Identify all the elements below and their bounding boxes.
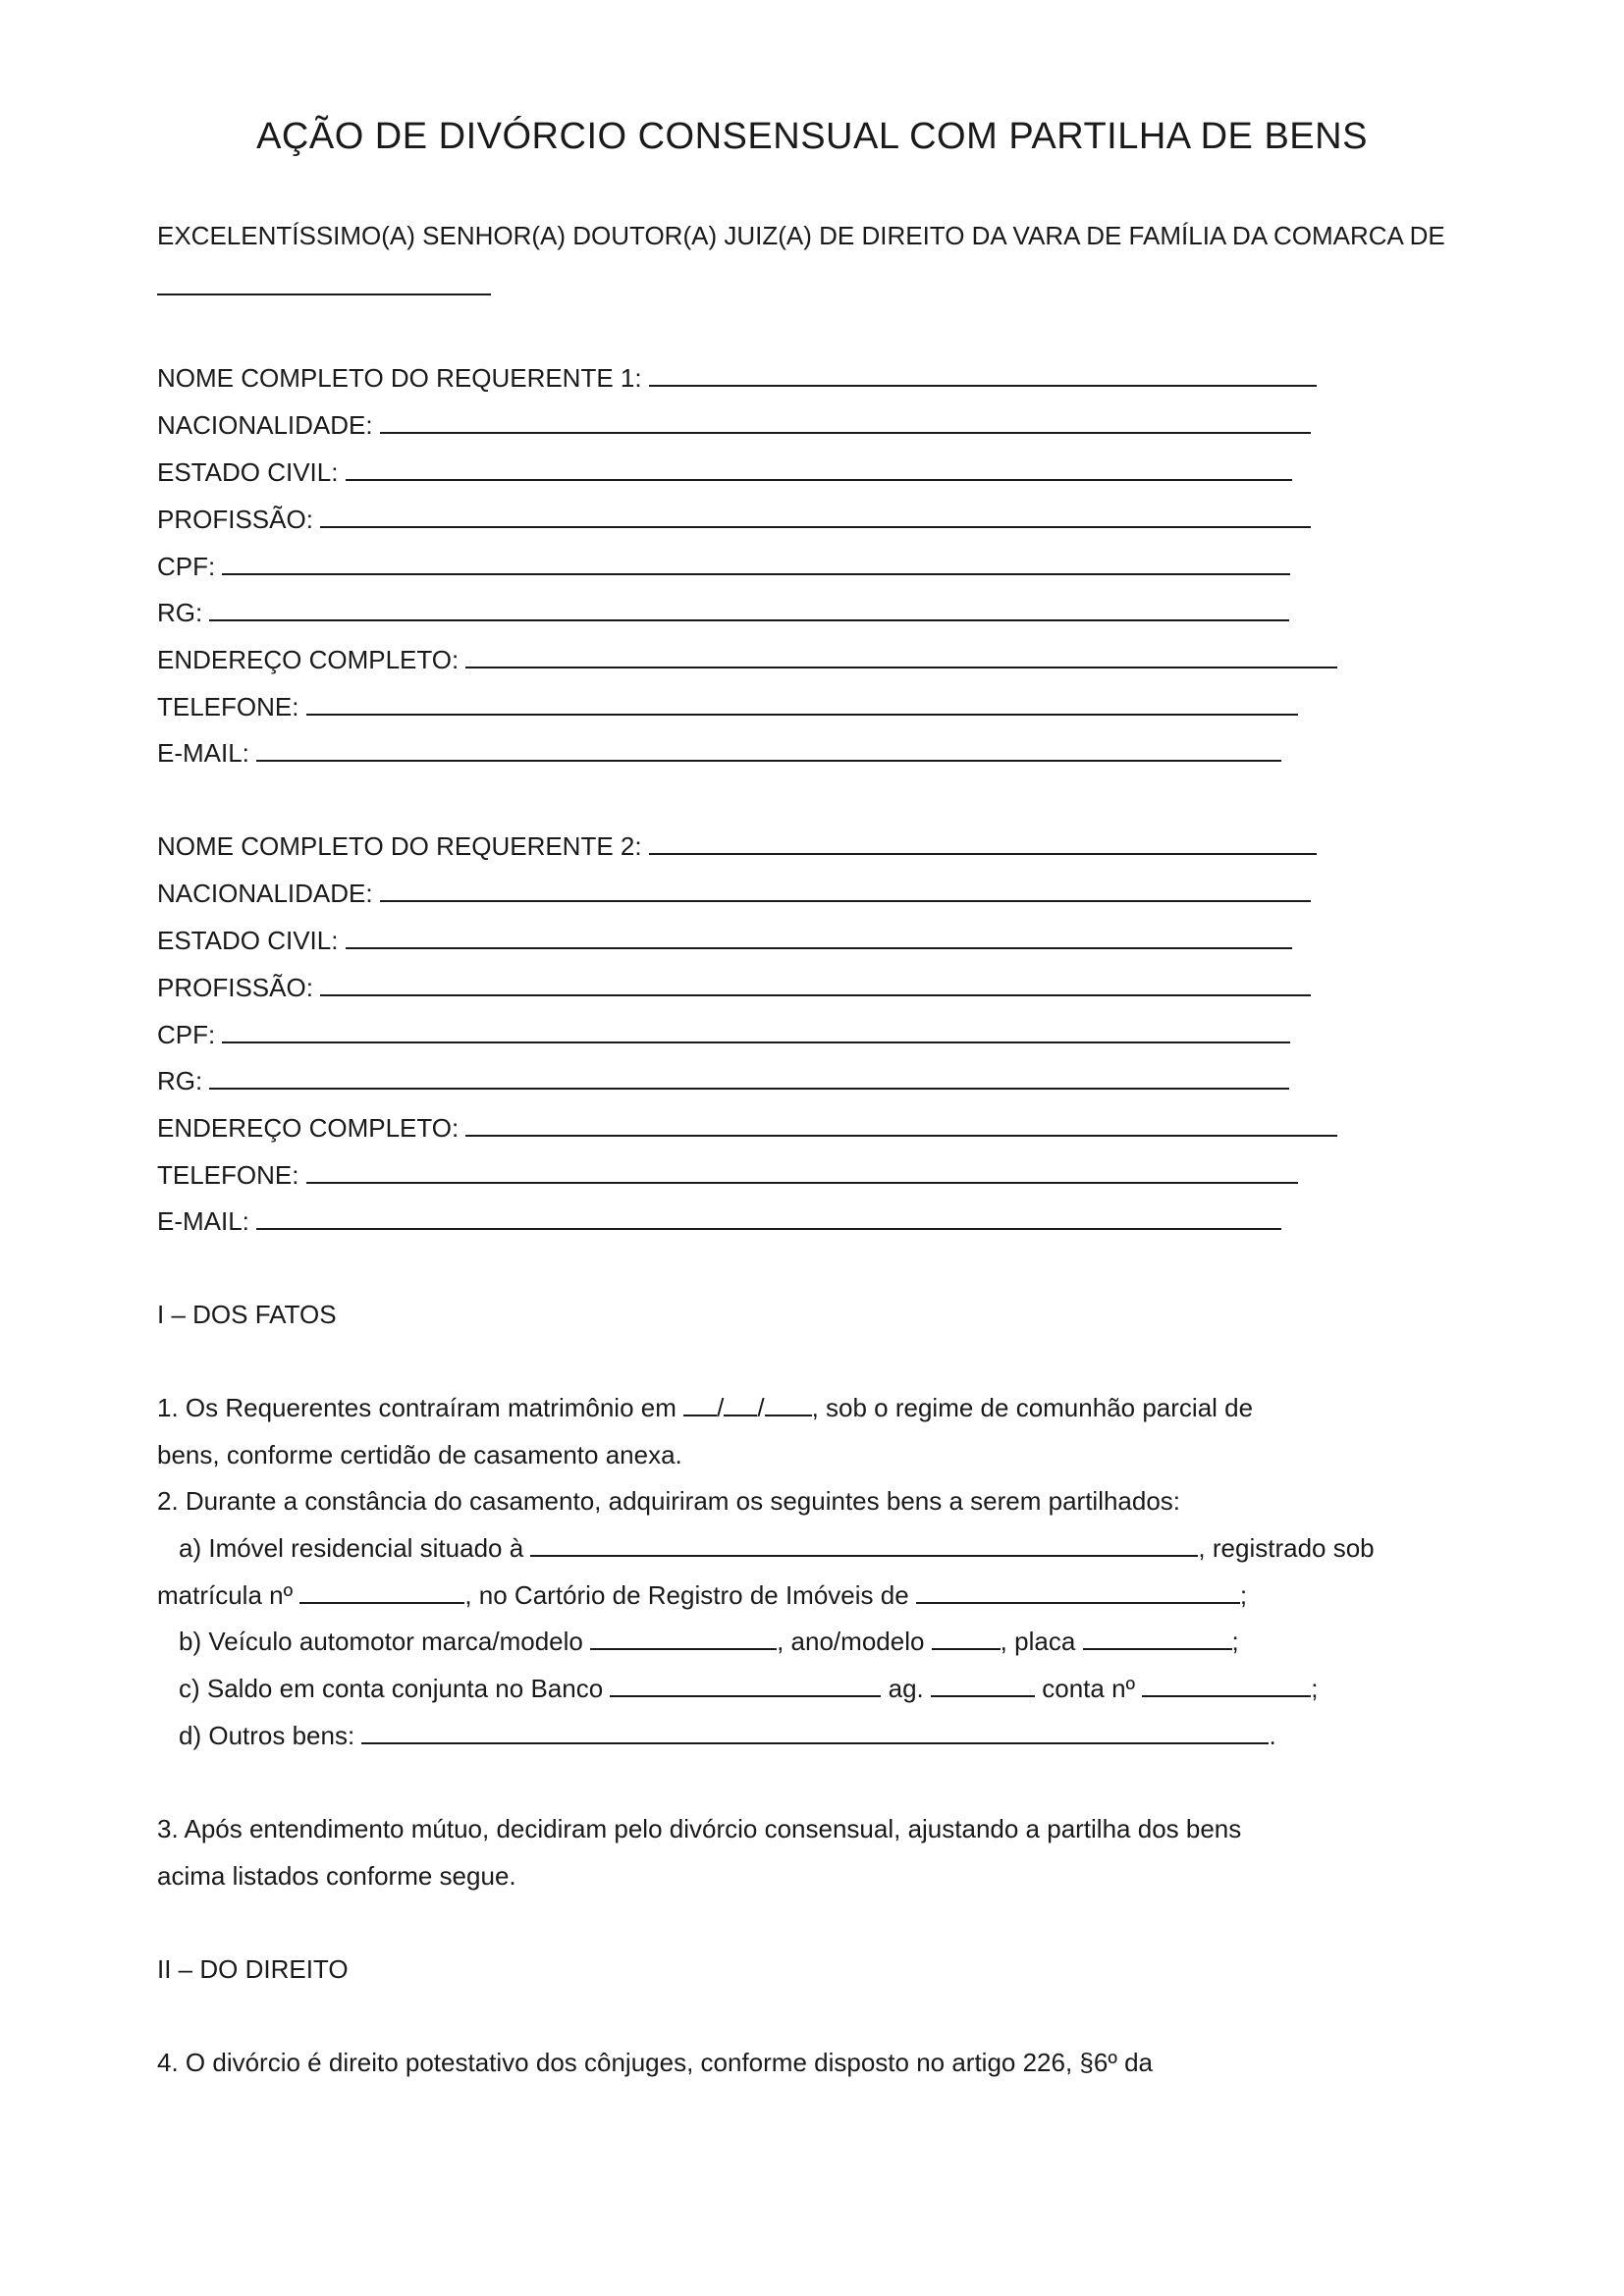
paragraph-3-line-2: acima listados conforme segue. [157,1861,516,1891]
req1-profissao-field[interactable]: PROFISSÃO: [157,503,1311,536]
item-c: c) Saldo em conta conjunta no Banco ag. conta nº ; [179,1674,1319,1703]
veiculo-placa-field[interactable] [1083,1625,1232,1650]
paragraph-3-line-1: 3. Após entendimento mútuo, decidiram pelo divórcio consensual, ajustando a partilha dos bens [157,1814,1242,1843]
agencia-field[interactable] [931,1672,1035,1697]
veiculo-modelo-field[interactable] [590,1625,777,1650]
req1-nome-field[interactable]: NOME COMPLETO DO REQUERENTE 1: [157,361,1317,395]
paragraph-4: 4. O divórcio é direito potestativo dos cônjuges, conforme disposto no artigo 226, §6º da [157,2048,1153,2077]
section-heading-fatos: I – DOS FATOS [157,1300,337,1329]
req1-estado-civil-field[interactable]: ESTADO CIVIL: [157,455,1292,489]
req2-cpf-field[interactable]: CPF: [157,1018,1290,1051]
date-day-field[interactable] [683,1391,717,1416]
req1-endereco-field[interactable]: ENDEREÇO COMPLETO: [157,643,1337,676]
imovel-endereco-field[interactable] [530,1531,1198,1557]
banco-field[interactable] [610,1672,881,1697]
req1-nacionalidade-field[interactable]: NACIONALIDADE: [157,408,1311,442]
date-year-field[interactable] [765,1391,812,1416]
req2-endereco-field[interactable]: ENDEREÇO COMPLETO: [157,1111,1337,1145]
req2-rg-field[interactable]: RG: [157,1064,1289,1097]
item-d: d) Outros bens: . [179,1721,1276,1750]
item-a-line-2: matrícula nº , no Cartório de Registro de Imóveis de ; [157,1580,1248,1610]
req1-telefone-field[interactable]: TELEFONE: [157,690,1298,723]
document-title: AÇÃO DE DIVÓRCIO CONSENSUAL COM PARTILHA DE BENS [256,116,1368,157]
comarca-field[interactable] [157,270,491,303]
item-a-line-1: a) Imóvel residencial situado à , registrado sob [179,1533,1375,1563]
outros-bens-field[interactable] [361,1719,1269,1744]
conta-field[interactable] [1142,1672,1311,1697]
veiculo-ano-field[interactable] [932,1625,1001,1650]
cartorio-field[interactable] [916,1578,1240,1604]
req2-email-field[interactable]: E-MAIL: [157,1204,1281,1238]
paragraph-2: 2. Durante a constância do casamento, adquiriram os seguintes bens a serem partilhados: [157,1486,1181,1516]
req2-profissao-field[interactable]: PROFISSÃO: [157,971,1311,1004]
req2-estado-civil-field[interactable]: ESTADO CIVIL: [157,924,1292,957]
req2-nome-field[interactable]: NOME COMPLETO DO REQUERENTE 2: [157,829,1317,863]
date-month-field[interactable] [724,1391,757,1416]
req1-cpf-field[interactable]: CPF: [157,550,1290,583]
paragraph-1-line-1: 1. Os Requerentes contraíram matrimônio em / / , sob o regime de comunhão parcial de [157,1393,1254,1422]
salutation: EXCELENTÍSSIMO(A) SENHOR(A) DOUTOR(A) JUIZ(A) DE DIREITO DA VARA DE FAMÍLIA DA COMARCA DE [157,221,1445,250]
req2-nacionalidade-field[interactable]: NACIONALIDADE: [157,877,1311,910]
item-b: b) Veículo automotor marca/modelo , ano/modelo , placa ; [179,1627,1239,1656]
req2-telefone-field[interactable]: TELEFONE: [157,1158,1298,1192]
req1-rg-field[interactable]: RG: [157,596,1289,629]
matricula-field[interactable] [299,1578,464,1604]
paragraph-1-line-2: bens, conforme certidão de casamento anexa. [157,1440,682,1469]
req1-email-field[interactable]: E-MAIL: [157,736,1281,770]
section-heading-direito: II – DO DIREITO [157,1954,349,1984]
